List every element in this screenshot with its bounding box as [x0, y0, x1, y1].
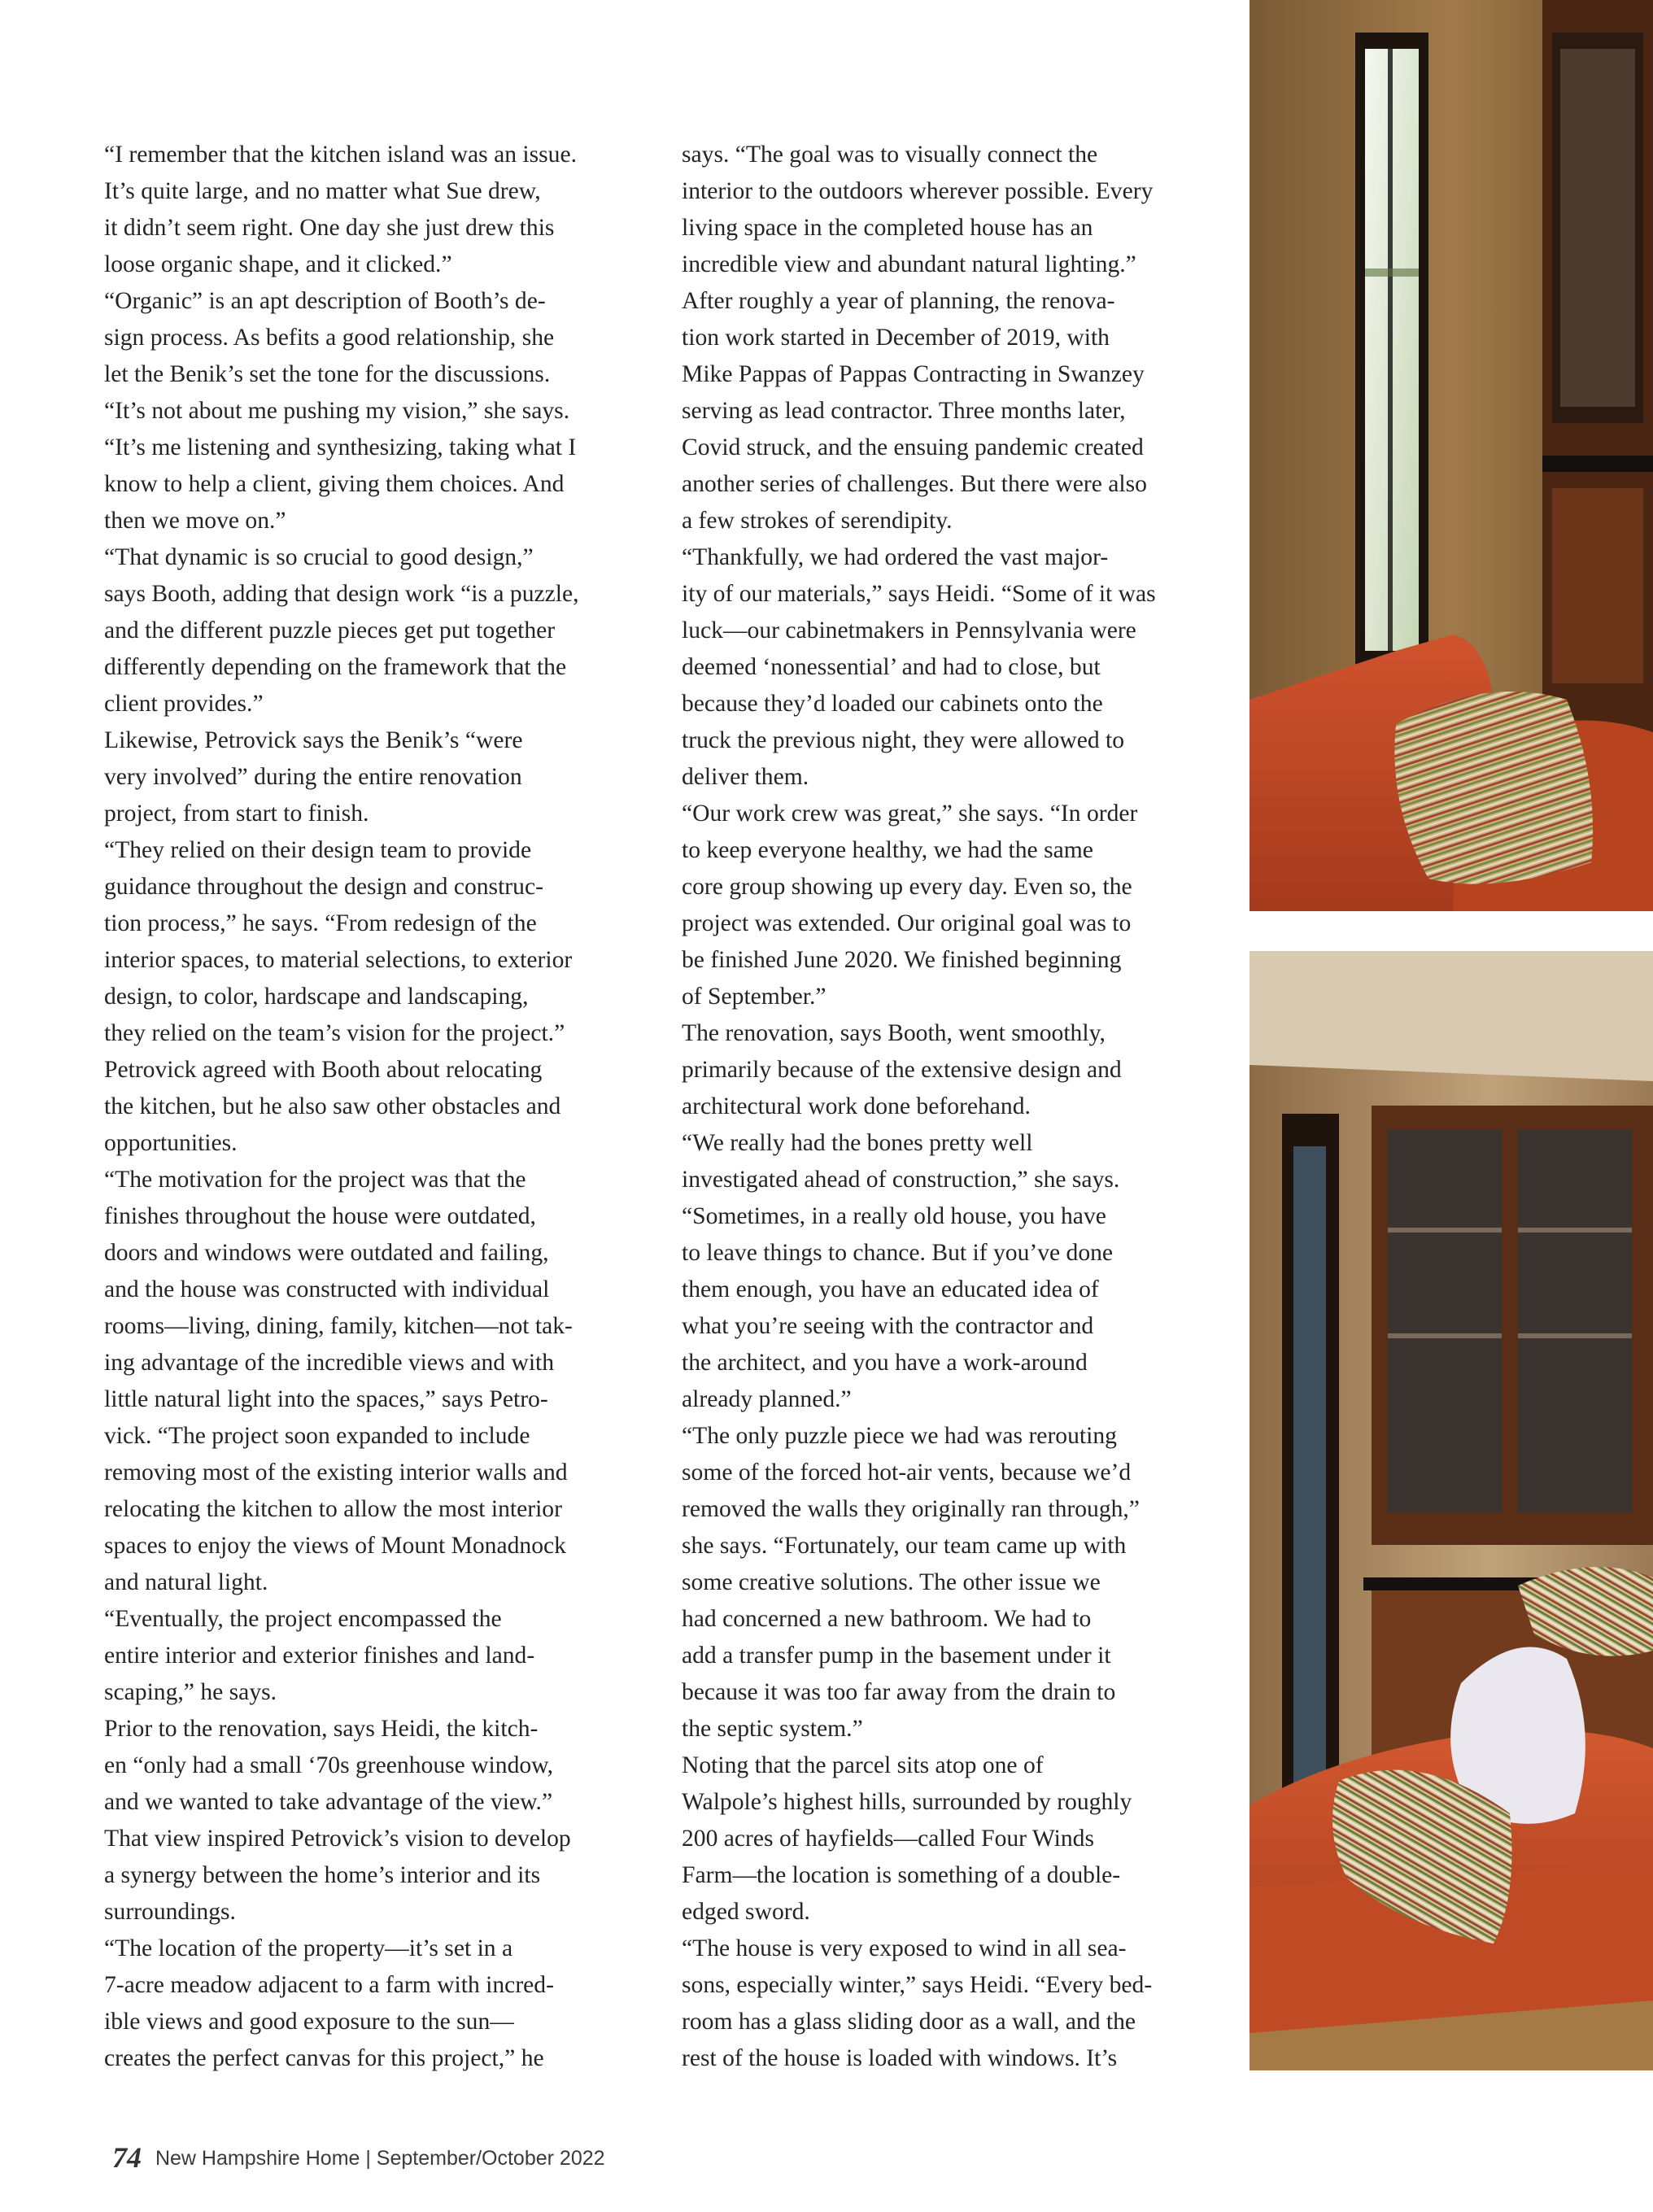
article-line: sign process. As befits a good relationship, she	[104, 325, 555, 351]
article-line: “Organic” is an apt description of Booth’s de-	[104, 288, 546, 314]
article-line: room has a glass sliding door as a wall, and the	[682, 2009, 1136, 2035]
article-line: guidance throughout the design and construc-	[104, 874, 543, 900]
article-line: creates the perfect canvas for this project,” he	[104, 2045, 544, 2071]
article-line: she says. “Fortunately, our team came up with	[682, 1533, 1127, 1559]
article-line: architectural work done beforehand.	[682, 1093, 1031, 1119]
article-line: After roughly a year of planning, the renova-	[682, 288, 1115, 314]
article-line: sons, especially winter,” says Heidi. “Every bed-	[682, 1972, 1153, 1998]
article-line: says Booth, adding that design work “is a puzzle,	[104, 581, 579, 607]
article-line: know to help a client, giving them choices. And	[104, 471, 565, 497]
article-line: it didn’t seem right. One day she just drew this	[104, 215, 555, 241]
article-line: interior spaces, to material selections, to exterior	[104, 947, 573, 973]
article-line: “Our work crew was great,” she says. “In order	[682, 801, 1138, 827]
article-line: to keep everyone healthy, we had the same	[682, 837, 1093, 863]
article-line: rooms—living, dining, family, kitchen—not tak-	[104, 1313, 573, 1339]
article-line: loose organic shape, and it clicked.”	[104, 251, 452, 277]
article-line: Prior to the renovation, says Heidi, the kitch-	[104, 1716, 539, 1742]
article-line: very involved” during the entire renovation	[104, 764, 522, 790]
article-column-left	[104, 137, 657, 2077]
article-line: deliver them.	[682, 764, 809, 790]
article-line: had concerned a new bathroom. We had to	[682, 1606, 1092, 1632]
article-line: “Sometimes, in a really old house, you have	[682, 1203, 1106, 1229]
article-line: the septic system.”	[682, 1716, 863, 1742]
article-line: the architect, and you have a work-around	[682, 1350, 1088, 1376]
article-line: Farm—the location is something of a double-	[682, 1862, 1121, 1888]
article-line: they relied on the team’s vision for the project.”	[104, 1020, 565, 1046]
article-line: deemed ‘nonessential’ and had to close, but	[682, 654, 1101, 680]
article-line: removing most of the existing interior walls and	[104, 1459, 568, 1486]
article-line: add a transfer pump in the basement under it	[682, 1643, 1111, 1669]
article-line: Petrovick agreed with Booth about relocating	[104, 1057, 543, 1083]
article-line: because it was too far away from the drain to	[682, 1679, 1116, 1705]
article-line: Walpole’s highest hills, surrounded by roughly	[682, 1789, 1132, 1815]
article-line: a synergy between the home’s interior and its	[104, 1862, 541, 1888]
article-line: The renovation, says Booth, went smoothly,	[682, 1020, 1106, 1046]
article-line: vick. “The project soon expanded to include	[104, 1423, 530, 1449]
article-line: edged sword.	[682, 1899, 810, 1925]
article-line: and we wanted to take advantage of the view.”	[104, 1789, 553, 1815]
sofa-window-photo	[1250, 0, 1653, 911]
article-line: little natural light into the spaces,” says Petro-	[104, 1386, 548, 1412]
article-line: That view inspired Petrovick’s vision to develop	[104, 1826, 571, 1852]
article-line: be finished June 2020. We finished beginning	[682, 947, 1122, 973]
article-line: already planned.”	[682, 1386, 852, 1412]
article-line: Likewise, Petrovick says the Benik’s “were	[104, 727, 523, 753]
article-line: what you’re seeing with the contractor and	[682, 1313, 1094, 1339]
article-line: 200 acres of hayfields—called Four Winds	[682, 1826, 1094, 1852]
article-line: ing advantage of the incredible views and with	[104, 1350, 555, 1376]
article-line: project, from start to finish.	[104, 801, 369, 827]
article-line: primarily because of the extensive design and	[682, 1057, 1122, 1083]
sofa-cabinet-photo	[1250, 951, 1653, 2070]
article-line: serving as lead contractor. Three months later,	[682, 398, 1126, 424]
article-line: living space in the completed house has an	[682, 215, 1093, 241]
article-line: Mike Pappas of Pappas Contracting in Swanzey	[682, 361, 1145, 387]
article-line: relocating the kitchen to allow the most interior	[104, 1496, 562, 1522]
article-line: says. “The goal was to visually connect the	[682, 142, 1098, 168]
article-line: en “only had a small ‘70s greenhouse window,	[104, 1752, 554, 1778]
article-line: then we move on.”	[104, 508, 286, 534]
article-line: Covid struck, and the ensuing pandemic created	[682, 434, 1144, 460]
article-line: and the house was constructed with individual	[104, 1276, 550, 1302]
article-line: “It’s not about me pushing my vision,” she says.	[104, 398, 570, 424]
article-line: luck—our cabinetmakers in Pennsylvania were	[682, 617, 1136, 644]
article-line: and natural light.	[104, 1569, 268, 1595]
article-line: “We really had the bones pretty well	[682, 1130, 1033, 1156]
article-line: opportunities.	[104, 1130, 238, 1156]
article-line: removed the walls they originally ran through,”	[682, 1496, 1140, 1522]
article-line: truck the previous night, they were allowed to	[682, 727, 1125, 753]
article-line: investigated ahead of construction,” she says.	[682, 1167, 1120, 1193]
page-number: 74	[112, 2141, 142, 2174]
article-line: incredible view and abundant natural lighting.”	[682, 251, 1136, 277]
publication-info: New Hampshire Home | September/October 2022	[155, 2147, 605, 2170]
article-line: interior to the outdoors wherever possible. Every	[682, 178, 1154, 204]
article-line: finishes throughout the house were outdated,	[104, 1203, 536, 1229]
article-line: to leave things to chance. But if you’ve done	[682, 1240, 1114, 1266]
article-line: “The motivation for the project was that the	[104, 1167, 526, 1193]
article-line: “That dynamic is so crucial to good design,”	[104, 544, 534, 570]
article-line: of September.”	[682, 984, 826, 1010]
article-line: “I remember that the kitchen island was an issue.	[104, 142, 577, 168]
article-line: tion work started in December of 2019, with	[682, 325, 1110, 351]
article-line: differently depending on the framework that the	[104, 654, 567, 680]
article-line: “They relied on their design team to provide	[104, 837, 532, 863]
article-line: rest of the house is loaded with windows. It’s	[682, 2045, 1118, 2071]
article-line: 7-acre meadow adjacent to a farm with incred-	[104, 1972, 554, 1998]
article-line: “The only puzzle piece we had was rerouting	[682, 1423, 1117, 1449]
article-line: “The house is very exposed to wind in all sea-	[682, 1935, 1127, 1961]
article-line: the kitchen, but he also saw other obstacles and	[104, 1093, 561, 1119]
article-line: project was extended. Our original goal was to	[682, 910, 1132, 936]
article-line: “Eventually, the project encompassed the	[104, 1606, 502, 1632]
article-line: scaping,” he says.	[104, 1679, 277, 1705]
article-line: spaces to enjoy the views of Mount Monadnock	[104, 1533, 566, 1559]
article-line: “It’s me listening and synthesizing, taking what I	[104, 434, 577, 460]
article-line: “The location of the property—it’s set in a	[104, 1935, 513, 1961]
article-line: surroundings.	[104, 1899, 236, 1925]
article-line: some of the forced hot-air vents, because we’d	[682, 1459, 1132, 1486]
article-column-right	[682, 137, 1235, 2077]
article-line: Noting that the parcel sits atop one of	[682, 1752, 1044, 1778]
page-footer	[112, 2140, 605, 2175]
article-line: client provides.”	[104, 691, 264, 717]
article-line: because they’d loaded our cabinets onto the	[682, 691, 1103, 717]
article-line: a few strokes of serendipity.	[682, 508, 953, 534]
article-line: doors and windows were outdated and failing,	[104, 1240, 549, 1266]
article-line: ity of our materials,” says Heidi. “Some of it was	[682, 581, 1156, 607]
article-line: core group showing up every day. Even so, the	[682, 874, 1132, 900]
article-line: “Thankfully, we had ordered the vast major-	[682, 544, 1109, 570]
article-line: ible views and good exposure to the sun—	[104, 2009, 514, 2035]
article-line: It’s quite large, and no matter what Sue drew,	[104, 178, 541, 204]
article-line: design, to color, hardscape and landscaping,	[104, 984, 529, 1010]
article-line: let the Benik’s set the tone for the discussions.	[104, 361, 551, 387]
article-line: another series of challenges. But there were also	[682, 471, 1147, 497]
article-line: them enough, you have an educated idea of	[682, 1276, 1099, 1302]
article-line: entire interior and exterior finishes and land-	[104, 1643, 535, 1669]
article-line: some creative solutions. The other issue we	[682, 1569, 1101, 1595]
article-line: and the different puzzle pieces get put together	[104, 617, 556, 644]
article-line: tion process,” he says. “From redesign of the	[104, 910, 537, 936]
